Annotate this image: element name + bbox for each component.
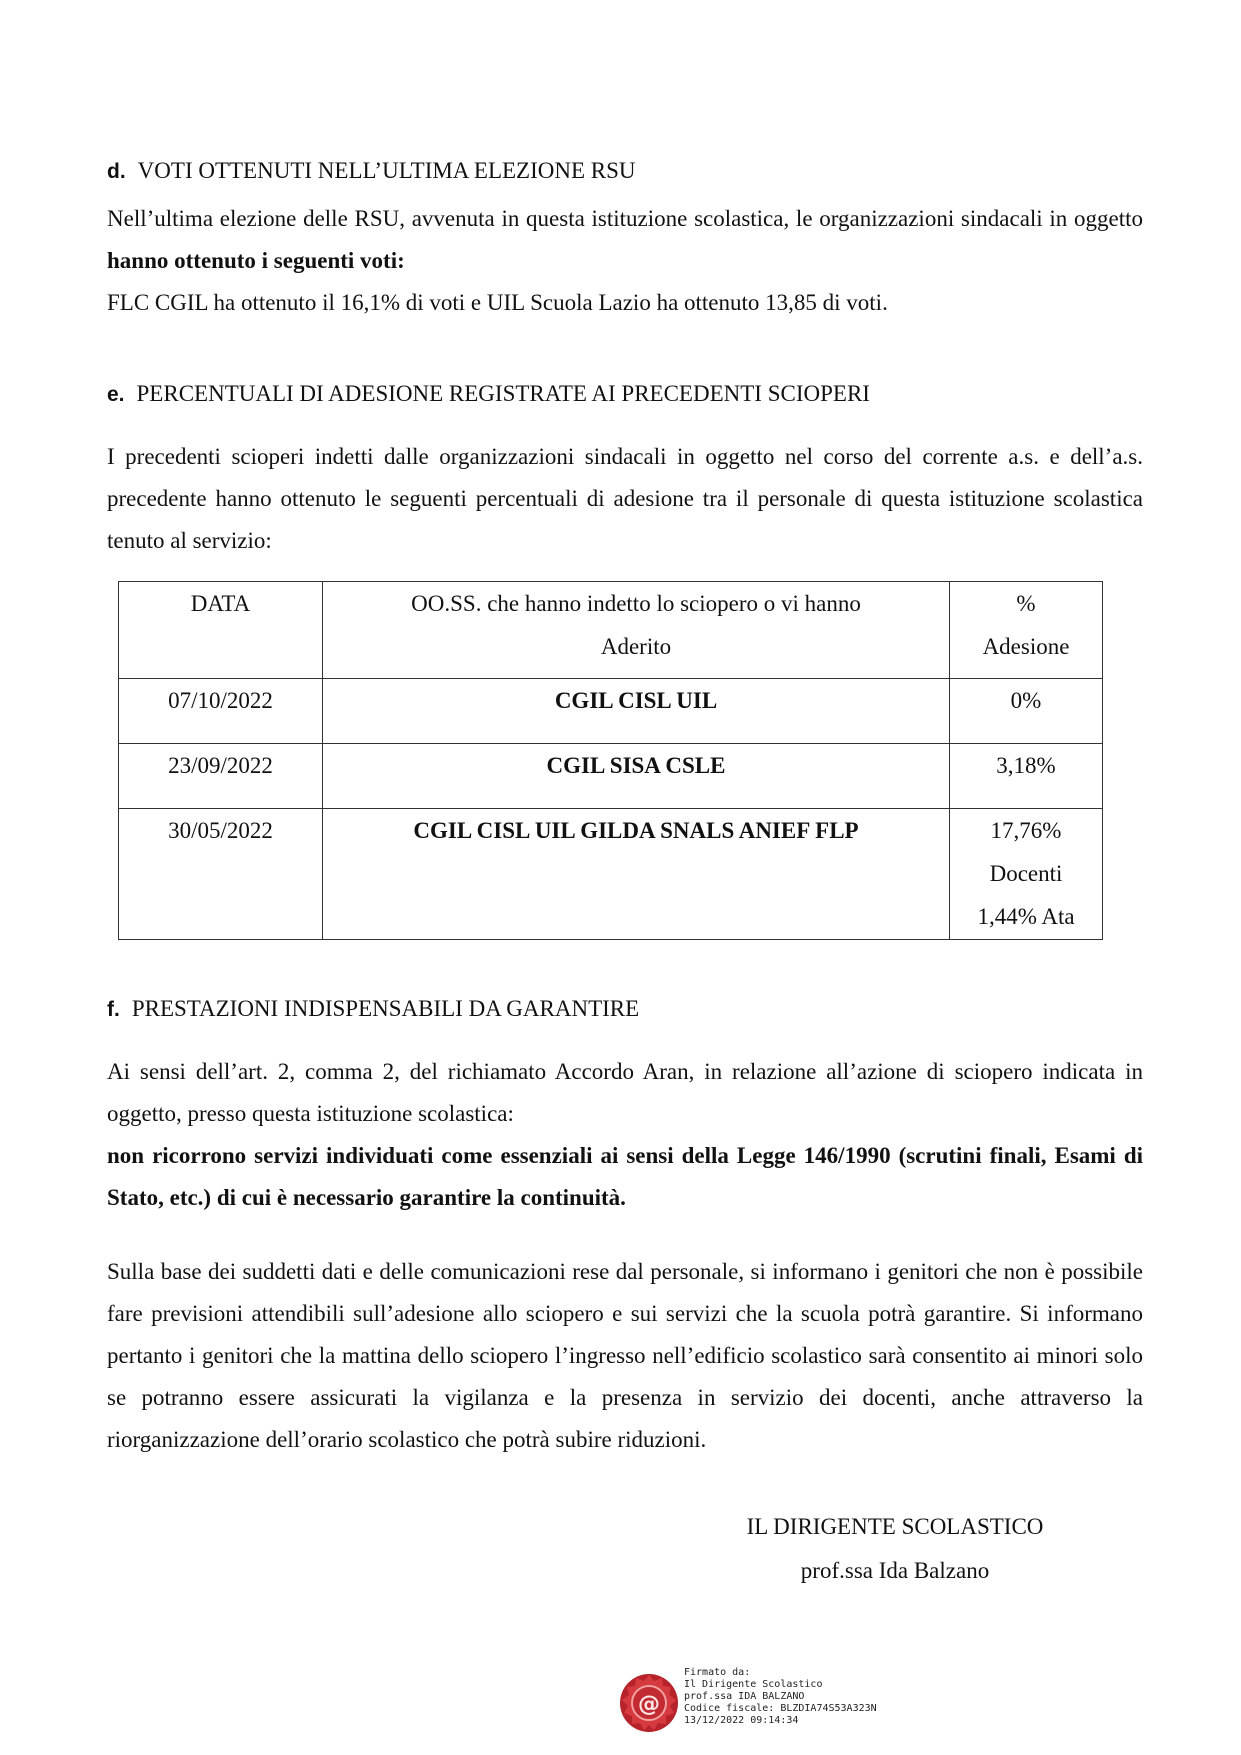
section-f-closing-text: Sulla base dei suddetti dati e delle comunicazioni rese dal personale, si informano i genitori che non è possibile fare previsioni attendibili sull’adesione allo sciopero e sui servizi che la scuola potrà garantire. Si informano pertanto i genitori che la mattina dello sciopero l’ingresso nell’edificio scolastico sarà consentito ai minori solo se potranno essere assicurati la vigilanza e la presenza in servizio dei docenti, anche attraverso la riorganizzazione dell’orario scolastico che potrà subire riduzioni. [107,1259,1143,1452]
row-organizations: CGIL SISA CSLE [323,744,950,809]
row-percentage: 0% [950,679,1103,744]
signer-tax-code: Codice fiscale: BLZDIA74S53A323N [684,1703,877,1714]
section-d-bold-text: hanno ottenuto i seguenti voti: [107,248,405,273]
row-date: 07/10/2022 [119,679,323,744]
section-e-title: PERCENTUALI DI ADESIONE REGISTRATE AI PRECEDENTI SCIOPERI [136,381,870,406]
section-d-letter: d. [107,160,126,183]
signature-block [730,1505,1060,1593]
row-percentage: 3,18% [950,744,1103,809]
svg-text:@: @ [638,1692,660,1717]
row-pct-ata: 1,44% Ata [977,904,1075,929]
section-f-bold-text: non ricorrono servizi individuati come essenziali ai sensi della Legge 146/1990 (scrutini finali, Esami di Stato, etc.) di cui è necessario garantire la continuità. [107,1143,1143,1210]
signature-name: prof.ssa Ida Balzano [800,1558,990,1583]
section-d-body [107,198,1143,324]
row-organizations: CGIL CISL UIL [323,679,950,744]
signature-role: IL DIRIGENTE SCOLASTICO [746,1514,1044,1539]
section-e-intro [107,436,1143,562]
table-row [119,679,1103,744]
section-f-closing [107,1251,1143,1461]
table-row [119,809,1103,940]
row-percentage [950,809,1103,940]
section-f-letter: f. [107,998,120,1021]
section-f-body [107,1051,1143,1219]
section-e-letter: e. [107,383,125,406]
header-org-line1: OO.SS. che hanno indetto lo sciopero o vi hanno [411,591,861,616]
section-d-heading [107,158,636,184]
row-organizations: CGIL CISL UIL GILDA SNALS ANIEF FLP [323,809,950,940]
section-f-title: PRESTAZIONI INDISPENSABILI DA GARANTIRE [131,996,640,1021]
section-e-heading [107,381,870,407]
signer-name: prof.ssa IDA BALZANO [684,1691,805,1702]
signature-timestamp: 13/12/2022 09:14:34 [684,1715,799,1726]
section-f-paragraph: Ai sensi dell’art. 2, comma 2, del richiamato Accordo Aran, in relazione all’azione di sciopero indicata in oggetto, presso questa istituzione scolastica: [107,1059,1143,1126]
header-pct-line1: % [1016,591,1036,616]
signer-role: Il Dirigente Scolastico [684,1679,823,1690]
header-date: DATA [119,582,323,679]
section-d-paragraph [107,198,1143,282]
header-pct-line2: Adesione [982,634,1070,659]
table-row [119,744,1103,809]
section-d-results: FLC CGIL ha ottenuto il 16,1% di voti e UIL Scuola Lazio ha ottenuto 13,85 di voti. [107,290,888,315]
section-f-heading [107,996,639,1022]
strike-adhesion-table [118,581,1103,940]
section-f-bold-paragraph [107,1135,1143,1219]
wax-seal-at-icon [618,1672,680,1734]
header-organizations [323,582,950,679]
row-pct-docenti-value: 17,76% [990,818,1062,843]
row-pct-docenti-label: Docenti [989,861,1063,886]
digital-signature-text [684,1667,877,1727]
signed-by-label: Firmato da: [684,1667,751,1678]
section-e-intro-text: I precedenti scioperi indetti dalle organizzazioni sindacali in oggetto nel corso del corrente a.s. e dell’a.s. precedente hanno ottenuto le seguenti percentuali di adesione tra il personale di questa istituzione scolastica tenuto al servizio: [107,444,1143,553]
section-d-title: VOTI OTTENUTI NELL’ULTIMA ELEZIONE RSU [137,158,636,183]
section-d-text: Nell’ultima elezione delle RSU, avvenuta in questa istituzione scolastica, le organizzazioni sindacali in oggetto [107,206,1143,231]
header-org-line2: Aderito [600,634,672,659]
row-date: 30/05/2022 [119,809,323,940]
header-percentage [950,582,1103,679]
row-date: 23/09/2022 [119,744,323,809]
table-header-row [119,582,1103,679]
